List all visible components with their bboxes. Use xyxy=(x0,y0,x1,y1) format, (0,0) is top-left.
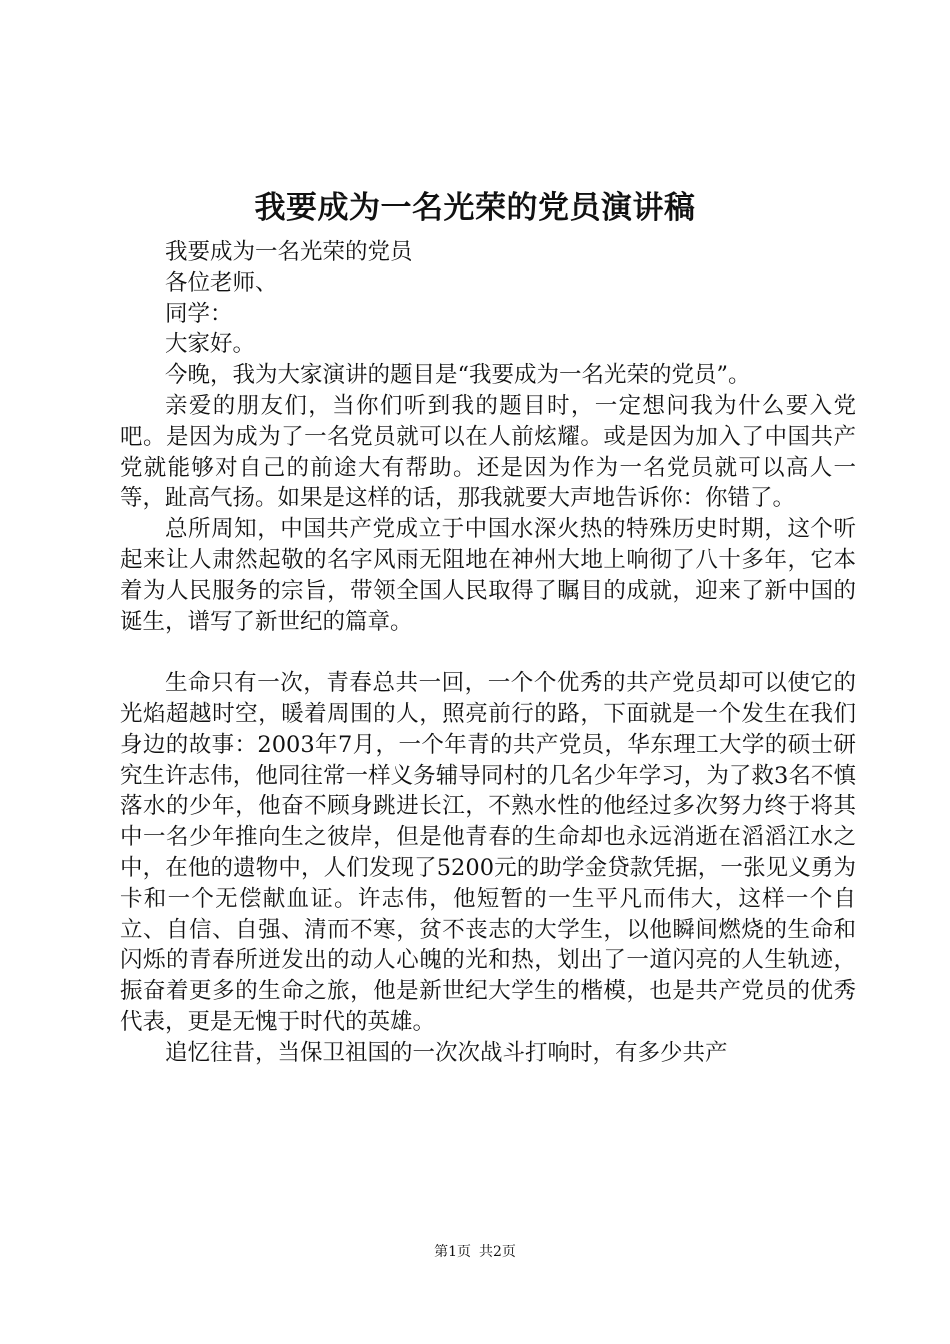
paragraph: 追忆往昔，当保卫祖国的一次次战斗打响时，有多少共产 xyxy=(165,1039,728,1066)
paragraph: 大家好。 xyxy=(165,331,256,358)
document-title: 我要成为一名光荣的党员演讲稿 xyxy=(254,190,696,226)
page-number: 第1页 xyxy=(434,1244,471,1260)
paragraph: 我要成为一名光荣的党员 xyxy=(165,239,413,265)
paragraph: 各位老师、 xyxy=(165,269,278,296)
paragraph: 亲爱的朋友们，当你们听到我的题目时，一定想问我为什么要入党吧。是因为成为了一名党员就可以在人前炫耀。或是因为加入了中国共产党就能够对自己的前途大有帮助。还是因为作为一名党员就可以高人一等，趾高气扬。如果是这样的话，那我就要大声地告诉你：你错了。 xyxy=(120,392,856,512)
paragraph: 总所周知，中国共产党成立于中国水深火热的特殊历史时期，这个听起来让人肃然起敬的名字风雨无阻地在神州大地上响彻了八十多年，它本着为人民服务的宗旨，带领全国人民取得了瞩目的成就，迎来了新中国的诞生，谱写了新世纪的篇章。 xyxy=(120,516,856,635)
page-total: 共2页 xyxy=(479,1244,516,1260)
document-body xyxy=(120,237,856,1069)
paragraph: 同学： xyxy=(165,300,233,327)
paragraph: 生命只有一次，青春总共一回，一个个优秀的共产党员却可以使它的光焰超越时空，暖着周围的人，照亮前行的路，下面就是一个发生在我们身边的故事：2003年7月，一个年青的共产党员，华东理工大学的硕士研究生许志伟，他同往常一样义务辅导同村的几名少年学习，为了救3名不慎落水的少年，他奋不顾身跳进长江，不熟水性的他经过多次努力终于将其中一名少年推向生之彼岸，但是他青春的生命却也永远消逝在滔滔江水之中，在他的遗物中，人们发现了5200元的助学金贷款凭据，一张见义勇为卡和一个无偿献血证。许志伟，他短暂的一生平凡而伟大，这样一个自立、自信、自强、清而不寒，贫不丧志的大学生，以他瞬间燃烧的生命和闪烁的青春所迸发出的动人心魄的光和热，划出了一道闪亮的人生轨迹，振奋着更多的生命之旅，他是新世纪大学生的楷模，也是共产党员的优秀代表，更是无愧于时代的英雄。 xyxy=(120,670,856,1035)
paragraph-spacer xyxy=(120,637,856,668)
page-footer xyxy=(0,1242,950,1262)
paragraph: 今晚，我为大家演讲的题目是“我要成为一名光荣的党员”。 xyxy=(165,362,751,389)
